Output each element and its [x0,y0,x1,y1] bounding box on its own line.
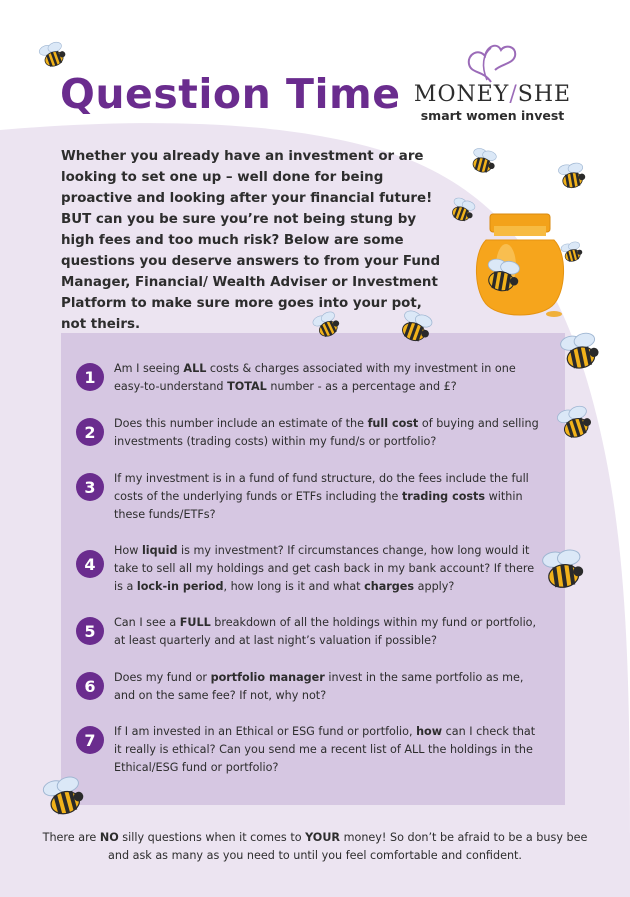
bee-icon [446,196,478,226]
question-text: Am I seeing ALL costs & charges associated with my investment in one easy-to-understand TOTAL number - as a percentage and £? [114,362,516,393]
question-text: If my investment is in a fund of fund structure, do the fees include the full costs of the underlying funds or ETFs including the trading costs within these funds/ETFs? [114,472,529,521]
intro-paragraph: Whether you already have an investment or are looking to set one up – well done for being proactive and looking after your financial future! BUT can you be sure you’re not being stung by high fees and too much risk? Below are some questions you deserve answers to from your Fund Manager, Financial/ Wealth Adviser or Investment Platform to make sure more goes into your pot, not theirs. [61,149,441,332]
page-title: Question Time [60,70,401,118]
bee-icon [554,160,590,194]
question-text: Can I see a FULL breakdown of all the holdings within my fund or portfolio, at least quarterly and at last night’s valuation if possible? [114,616,537,647]
logo-wordmark: MONEY/SHE [413,82,572,107]
question-number: 1 [76,363,104,391]
bee-icon [534,546,592,596]
bee-icon [558,240,586,266]
question-number: 5 [76,617,104,645]
logo-tagline: smart women invest [420,108,565,123]
question-number: 7 [76,726,104,754]
bee-icon [36,40,70,72]
moneyshe-logo [410,40,575,135]
footer-note: There are NO silly questions when it comes to YOUR money! So don’t be afraid to be a busy bee and ask as many as you need to until you feel comfortable and confident. [42,831,588,862]
question-text: How liquid is my investment? If circumstances change, how long would it take to sell all my holdings and get cash back in my bank account? If there is a lock-in period, how long is it and what charges apply? [114,544,535,593]
question-number: 6 [76,672,104,700]
question-number: 2 [76,418,104,446]
bee-icon [466,146,500,178]
question-text: Does this number include an estimate of the full cost of buying and selling investments (trading costs) within my fund/s or portfolio? [114,417,539,448]
bee-icon [478,256,526,298]
question-text: If I am invested in an Ethical or ESG fund or portfolio, how can I check that it really is ethical? Can you send me a recent list of ALL the holdings in the Ethical/ESG fund or portfolio? [114,725,536,774]
question-number: 3 [76,473,104,501]
bee-icon [554,330,606,376]
bee-icon [553,404,597,444]
bee-icon [36,774,92,822]
bee-icon [310,310,344,342]
butterfly-logo-icon [461,40,525,84]
question-number: 4 [76,550,104,578]
question-text: Does my fund or portfolio manager invest in the same portfolio as me, and on the same fee? If not, why not? [114,671,524,702]
bee-icon [394,308,436,348]
